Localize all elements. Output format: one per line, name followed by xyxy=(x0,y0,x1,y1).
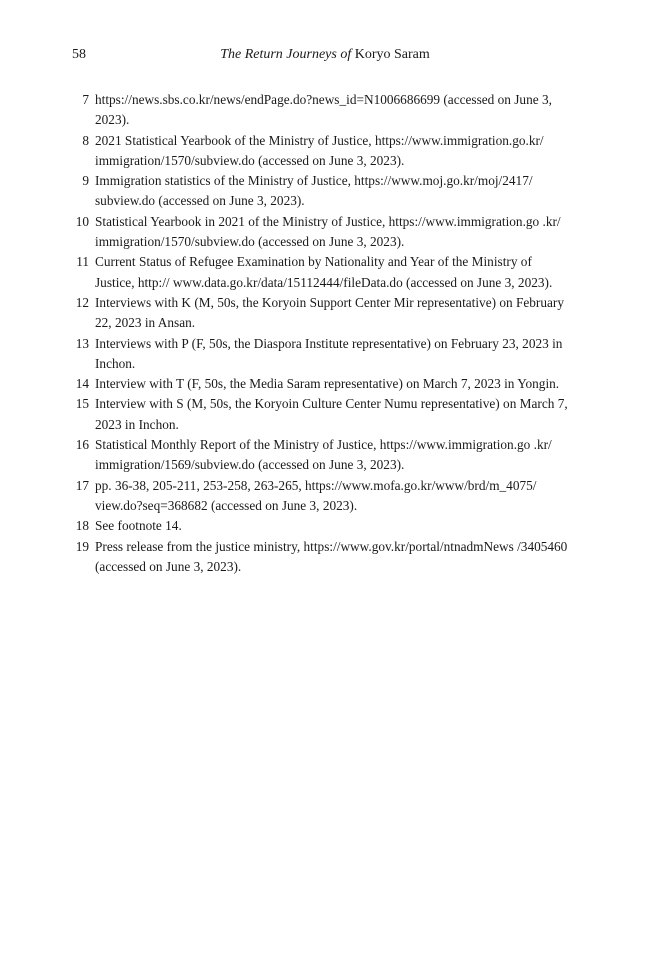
endnote-number: 7 xyxy=(82,92,89,107)
endnote-text: https://news.sbs.co.kr/news/endPage.do?news_id=N1006686699 (accessed on June 3, 2023). xyxy=(95,92,552,128)
endnote-text: 2021 Statistical Yearbook of the Ministry of Justice, https://www.immigration.go.kr/ immigration/1570/subview.do (accessed on June 3, 2023). xyxy=(95,132,544,168)
endnote-8 xyxy=(70,131,570,172)
endnote-number: 9 xyxy=(82,173,89,189)
endnote-14 xyxy=(70,374,570,394)
endnote-number: 8 xyxy=(82,132,89,148)
endnote-number: 17 xyxy=(75,477,89,493)
endnote-number: 11 xyxy=(76,254,89,270)
endnote-17 xyxy=(70,476,570,517)
endnote-number: 19 xyxy=(75,538,89,554)
endnote-19 xyxy=(70,537,570,578)
endnote-7 xyxy=(70,90,570,131)
endnote-12 xyxy=(70,293,570,334)
endnote-text: pp. 36-38, 205-211, 253-258, 263-265, https://www.mofa.go.kr/www/brd/m_4075/ view.do?seq=368682 (accessed on June 3, 2023). xyxy=(95,477,537,513)
endnote-13 xyxy=(70,334,570,375)
endnote-10 xyxy=(70,212,570,253)
endnote-18 xyxy=(70,516,570,536)
endnote-number: 18 xyxy=(75,518,89,534)
endnotes-list xyxy=(70,90,570,577)
endnote-number: 13 xyxy=(75,335,89,351)
page-number: 58 xyxy=(72,47,86,62)
endnote-text: Current Status of Refugee Examination by Nationality and Year of the Ministry of Justice, http:// www.data.go.kr/data/15112444/fileData.do (accessed on June 3, 2023). xyxy=(95,254,553,290)
endnote-15 xyxy=(70,394,570,435)
endnote-11 xyxy=(70,252,570,293)
endnote-text: Statistical Yearbook in 2021 of the Ministry of Justice, https://www.immigration.go .kr/ immigration/1570/subview.do (accessed on June 3, 2023). xyxy=(95,213,561,250)
endnote-text: See footnote 14. xyxy=(95,518,182,534)
endnote-number: 10 xyxy=(75,213,89,229)
running-head-roman: Koryo Saram xyxy=(351,47,430,62)
endnote-text: Immigration statistics of the Ministry of Justice, https://www.moj.go.kr/moj/2417/ subview.do (accessed on June 3, 2023). xyxy=(95,173,533,209)
endnote-text: Interview with T (F, 50s, the Media Saram representative) on March 7, 2023 in Yongin. xyxy=(95,376,560,392)
endnote-text: Statistical Monthly Report of the Ministry of Justice, https://www.immigration.go .kr/ immigration/1569/subview.do (accessed on June 3, 2023). xyxy=(95,437,552,473)
endnote-number: 14 xyxy=(75,376,89,392)
endnote-text: Press release from the justice ministry, https://www.gov.kr/portal/ntnadmNews /3405460 (accessed on June 3, 2023). xyxy=(95,538,568,574)
endnote-number: 16 xyxy=(75,437,89,453)
endnote-text: Interview with S (M, 50s, the Koryoin Culture Center Numu representative) on March 7, 2023 in Inchon. xyxy=(95,396,568,432)
endnote-9 xyxy=(70,171,570,212)
running-head xyxy=(0,46,650,64)
endnote-text: Interviews with K (M, 50s, the Koryoin Support Center Mir representative) on February 22, 2023 in Ansan. xyxy=(95,294,564,331)
endnote-16 xyxy=(70,435,570,476)
endnote-number: 12 xyxy=(75,294,89,310)
endnote-number: 15 xyxy=(75,396,89,412)
running-head-italic: The Return Journeys of xyxy=(220,47,352,62)
endnote-text: Interviews with P (F, 50s, the Diaspora Institute representative) on February 23, 2023 in Inchon. xyxy=(95,335,563,371)
